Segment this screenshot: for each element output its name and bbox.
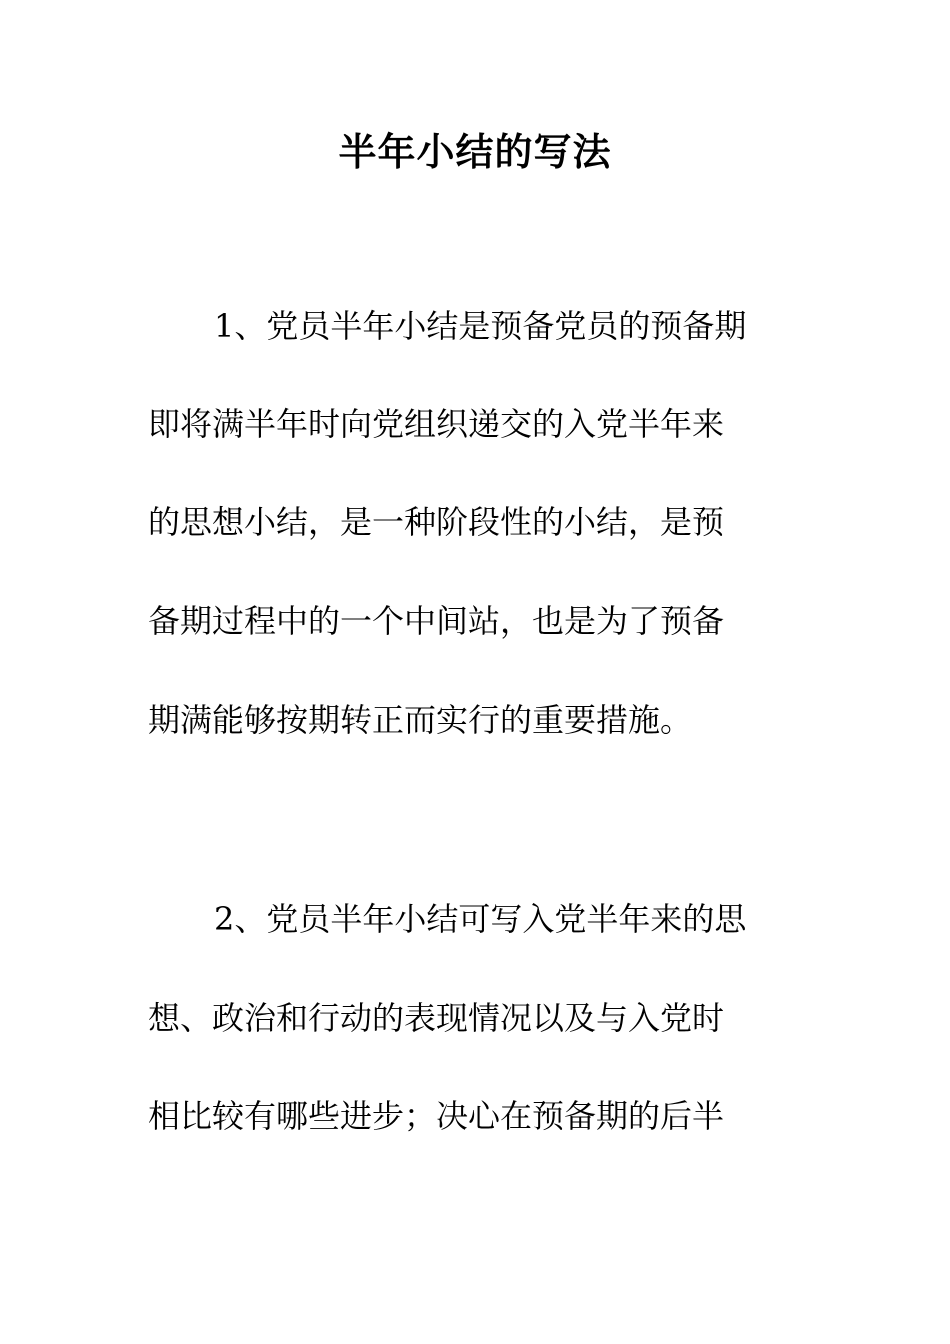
paragraph-line: 即将满半年时向党组织递交的入党半年来 (148, 405, 725, 443)
paragraph-line: 期满能够按期转正而实行的重要措施。 (148, 701, 693, 739)
paragraph-line: 相比较有哪些进步；决心在预备期的后半 (148, 1097, 725, 1135)
paragraph-line: 想、政治和行动的表现情况以及与入党时 (148, 999, 725, 1037)
document-title: 半年小结的写法 (338, 130, 612, 174)
paragraph-line: 的思想小结，是一种阶段性的小结，是预 (148, 503, 725, 541)
paragraph-line: 1、党员半年小结是预备党员的预备期 (214, 307, 747, 345)
paragraph-line: 备期过程中的一个中间站，也是为了预备 (148, 602, 725, 640)
paragraph-line: 2、党员半年小结可写入党半年来的思 (214, 900, 747, 938)
